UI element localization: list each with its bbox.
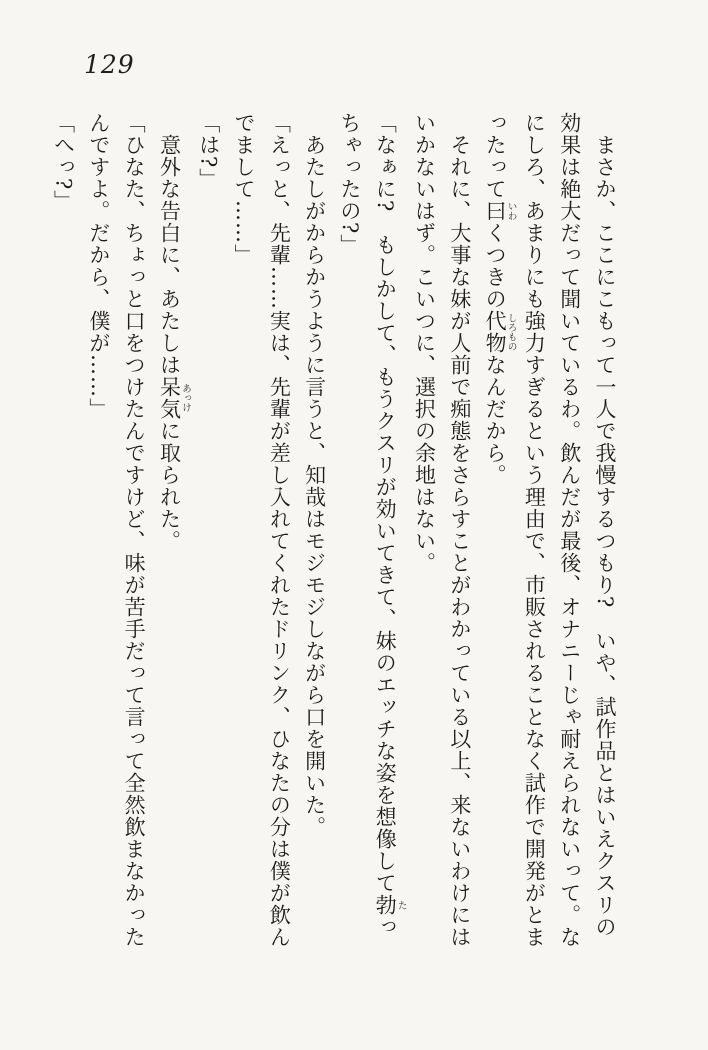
text-line: ちゃったの?」 — [337, 112, 362, 257]
furigana: あっけ — [179, 376, 191, 420]
text-line: いかないはず。こいつに、選択の余地はない。 — [412, 112, 437, 574]
text-line: 「なぁに? もしかして、もうクスリが効いてきて、妹のエッチな姿を想像して勃たっ — [373, 112, 407, 939]
text-line: 効果は絶大だって聞いているわ。飲んだが最後、オナニーじゃ耐えられないって。な — [557, 112, 582, 948]
ruby-annotated-word: 勃た — [373, 894, 407, 917]
ruby-annotated-word: 曰いわ — [483, 200, 517, 222]
text-body — [51, 112, 622, 1002]
text-line: 「へっ?」 — [51, 112, 76, 213]
text-line: それに、大事な妹が人前で痴態をさらすことがわかっている以上、来ないわけには — [447, 134, 472, 948]
text-line: にしろ、あまりにも強力すぎるという理由で、市販されることなく試作で開発がとま — [522, 112, 547, 948]
text-line: 意外な告白に、あたしは呆気あっけに取られた。 — [157, 134, 191, 552]
text-line: 「は?」 — [196, 112, 221, 191]
furigana: た — [395, 894, 407, 917]
ruby-annotated-word: 代物しろもの — [483, 310, 517, 354]
furigana: しろもの — [505, 310, 517, 354]
text-line: でまして……」 — [232, 112, 257, 266]
text-line: 「ひなた、ちょっと口をつけたんですけど、味が苦手だって言って全然飲まなかった — [122, 112, 147, 948]
text-line: まさか、ここにこもって一人で我慢するつもり? いや、試作品とはいえクスリの — [593, 134, 617, 939]
text-line: んですよ。だから、僕が……」 — [86, 112, 111, 420]
text-line: あたしがからかうように言うと、知哉はモジモジしながら口を開いた。 — [302, 134, 327, 838]
text-line: 「えっと、先輩……実は、先輩が差し入れてくれたドリンク、ひなたの分は僕が飲ん — [267, 112, 292, 948]
ruby-annotated-word: 呆気あっけ — [157, 376, 191, 420]
text-line: ったって曰いわくつきの代物しろものなんだから。 — [483, 112, 517, 486]
furigana: いわ — [505, 200, 517, 222]
page-number: 129 — [84, 50, 135, 79]
